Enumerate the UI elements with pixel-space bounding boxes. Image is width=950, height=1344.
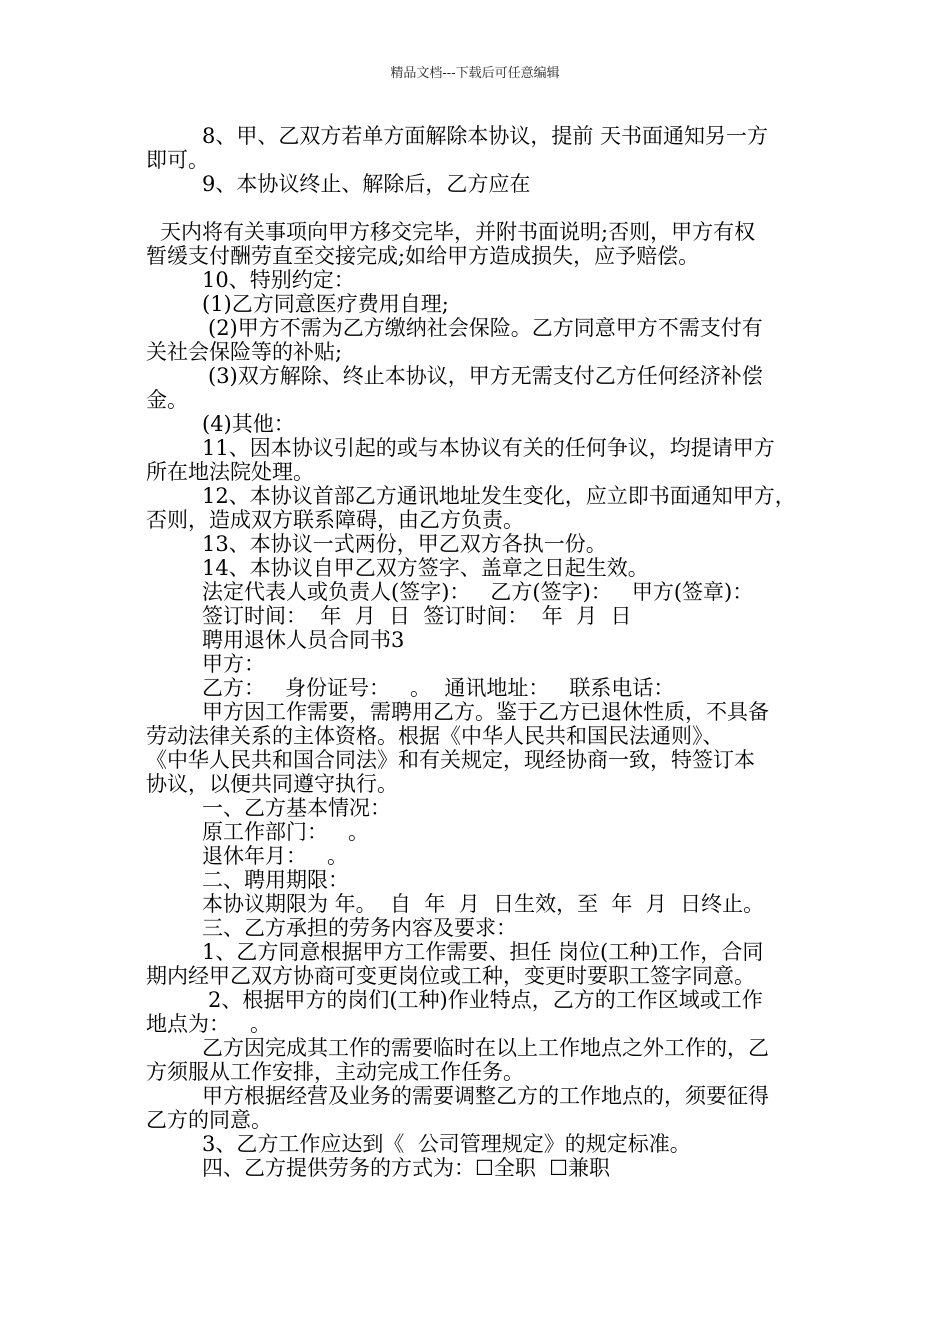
text-line: 金。 <box>146 388 188 412</box>
text-line: 所在地法院处理。 <box>146 460 314 484</box>
text-line: 暂缓支付酬劳直至交接完成;如给甲方造成损失，应予赔偿。 <box>146 244 700 268</box>
text-line: 方须服从工作安排，主动完成工作任务。 <box>146 1060 524 1084</box>
text-line: 9、本协议终止、解除后，乙方应在 <box>202 172 531 196</box>
text-line: 关社会保险等的补贴; <box>146 340 343 364</box>
text-line: 签订时间： 年 月 日 签订时间： 年 月 日 <box>202 604 632 628</box>
text-line: 甲方： <box>202 652 265 676</box>
text-line: 乙方的同意。 <box>146 1108 272 1132</box>
text-line: 8、甲、乙双方若单方面解除本协议，提前 天书面通知另一方 <box>202 124 769 148</box>
text-line: (3)双方解除、终止本协议，甲方无需支付乙方任何经济补偿 <box>208 364 763 388</box>
text-line: 乙方： 身份证号： 。 通讯地址： 联系电话： <box>202 676 675 700</box>
text-line: 1、乙方同意根据甲方工作需要、担任 岗位(工种)工作，合同 <box>202 940 764 964</box>
text-line: 本协议期限为 年。 自 年 月 日生效，至 年 月 日终止。 <box>202 892 765 916</box>
text-line: 劳动法律关系的主体资格。根据《中华人民共和国民法通则》、 <box>146 724 724 748</box>
blank-line <box>146 196 806 220</box>
text-line: 四、乙方提供劳务的方式为：☐全职 ☐兼职 <box>202 1156 611 1180</box>
text-line: 甲方因工作需要，需聘用乙方。鉴于乙方已退休性质，不具备 <box>202 700 769 724</box>
text-line: 退休年月： 。 <box>202 844 349 868</box>
text-line: 二、聘用期限： <box>202 868 349 892</box>
text-line: 协议，以便共同遵守执行。 <box>146 772 398 796</box>
text-line: 期内经甲乙双方协商可变更岗位或工种，变更时要职工签字同意。 <box>146 964 755 988</box>
text-line: 三、乙方承担的劳务内容及要求： <box>202 916 517 940</box>
text-line: 乙方因完成其工作的需要临时在以上工作地点之外工作的，乙 <box>202 1036 769 1060</box>
text-line: 10、特别约定： <box>202 268 355 292</box>
text-line: 原工作部门： 。 <box>202 820 370 844</box>
document-body <box>146 124 806 1180</box>
text-line: 《中华人民共和国合同法》和有关规定，现经协商一致，特签订本 <box>146 748 755 772</box>
text-line: 14、本协议自甲乙双方签字、盖章之日起生效。 <box>202 556 649 580</box>
text-line: 2、根据甲方的岗们(工种)作业特点，乙方的工作区域或工作 <box>208 988 763 1012</box>
text-line: 聘用退休人员合同书3 <box>202 628 405 652</box>
text-line: 否则，造成双方联系障碍，由乙方负责。 <box>146 508 524 532</box>
text-line: (1)乙方同意医疗费用自理; <box>202 292 449 316</box>
text-line: 12、本协议首部乙方通讯地址发生变化，应立即书面通知甲方， <box>202 484 796 508</box>
text-line: 11、因本协议引起的或与本协议有关的任何争议，均提请甲方 <box>202 436 775 460</box>
text-line: 天内将有关事项向甲方移交完毕，并附书面说明;否则，甲方有权 <box>160 220 756 244</box>
text-line: 3、乙方工作应达到《 公司管理规定》的规定标准。 <box>202 1132 691 1156</box>
text-line: 即可。 <box>146 148 209 172</box>
text-line: 法定代表人或负责人(签字)： 乙方(签字)： 甲方(签章)： <box>202 580 754 604</box>
text-line: 13、本协议一式两份，甲乙双方各执一份。 <box>202 532 607 556</box>
text-line: 地点为： 。 <box>146 1012 272 1036</box>
text-line: (2)甲方不需为乙方缴纳社会保险。乙方同意甲方不需支付有 <box>208 316 763 340</box>
page-header: 精品文档---下载后可任意编辑 <box>390 66 560 81</box>
text-line: 一、乙方基本情况： <box>202 796 391 820</box>
text-line: 甲方根据经营及业务的需要调整乙方的工作地点的，须要征得 <box>202 1084 769 1108</box>
text-line: (4)其他： <box>202 412 295 436</box>
